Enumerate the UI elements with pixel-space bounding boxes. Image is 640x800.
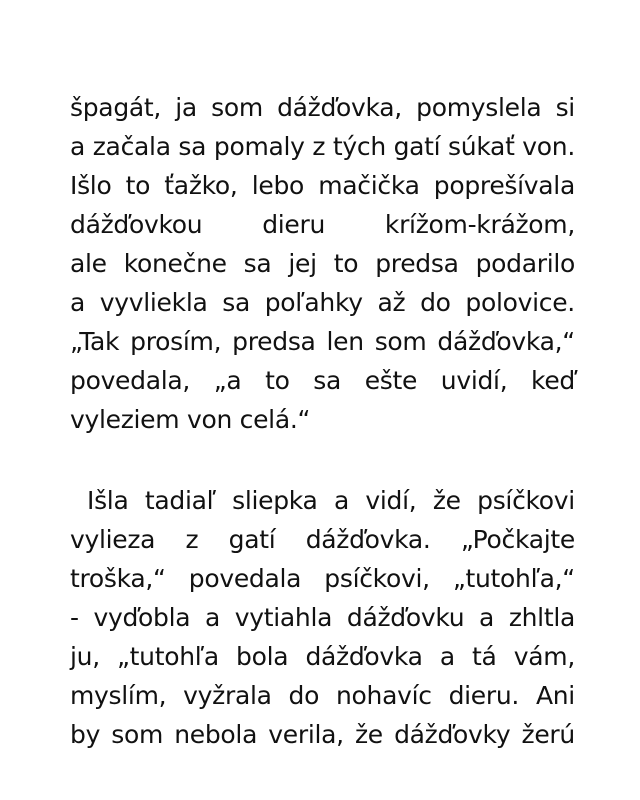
word: jej [288,249,317,278]
word: len [326,327,364,356]
word: poprešívala [433,171,575,200]
paragraph [70,481,575,754]
word: - [70,603,79,632]
word: tých [332,132,386,161]
word: „tutohľa [117,642,219,671]
word: nebola [174,720,258,749]
word: mačička [318,171,420,200]
word: predsa [232,327,316,356]
word: vyžrala [183,681,272,710]
word: troška,“ [70,564,166,593]
word: dážďovkou [70,210,203,239]
word: a [333,486,349,515]
text-line [70,127,575,166]
text-line [70,244,575,283]
word: súkať [448,132,515,161]
word: som [211,93,263,122]
text-line [70,637,575,676]
word: som [111,720,164,749]
word: gatí [393,132,441,161]
word: dážďovka [305,642,423,671]
word: podarilo [475,249,575,278]
word: verila, [268,720,344,749]
word: prosím, [130,327,222,356]
text-line [70,481,575,520]
word: vidí, [365,486,417,515]
word: a [70,132,86,161]
text-line [70,598,575,637]
text-line [70,283,575,322]
word: že [354,720,383,749]
text-line [70,676,575,715]
word: myslím, [70,681,167,710]
word: keď [531,366,575,395]
word: špagát, [70,93,162,122]
word: tadiaľ [144,486,216,515]
word: dážďovka,“ [437,327,575,356]
word: nohavíc [336,681,432,710]
word: až [377,288,406,317]
word: dážďovky [394,720,511,749]
word: to [333,249,359,278]
word: „tutohľa,“ [452,564,575,593]
word: sa [313,366,342,395]
word: z [185,525,199,554]
word: povedala [188,564,302,593]
word: som [374,327,427,356]
word: do [288,681,320,710]
word: vyďobla [93,603,191,632]
word: vytiahla [234,603,333,632]
word: sa [243,249,272,278]
text-line [70,520,575,559]
word: dážďovka, [277,93,402,122]
word: dážďovka. [305,525,431,554]
word: sliepka [232,486,318,515]
word: pomaly [213,132,305,161]
word: dážďovku [346,603,465,632]
word: žerú [521,720,575,749]
word: „Tak [70,327,120,356]
word: Išla [87,486,129,515]
word: sa [178,132,207,161]
word: sa [222,288,250,317]
word: vylieza [70,525,156,554]
word: uvidí, [440,366,508,395]
word: tá [472,642,497,671]
word: že [432,486,461,515]
word: „Počkajte [460,525,575,554]
word: Ani [535,681,575,710]
text-line [70,205,575,244]
text-line [70,559,575,598]
word: von. [522,132,575,161]
text-line [70,322,575,361]
page-text [70,88,575,754]
word: ale [70,249,107,278]
word: poľahky [264,288,363,317]
text-line [70,361,575,400]
word: dieru [262,210,326,239]
word: ťažko, [164,171,238,200]
word: predsa [375,249,459,278]
word: a [70,288,86,317]
word: pomyslela [416,93,542,122]
word: krížom-krážom, [384,210,575,239]
word: bola [236,642,289,671]
word: polovice. [465,288,575,317]
paragraph [70,88,575,439]
text-line [70,166,575,205]
word: z [312,132,326,161]
word: konečne [123,249,227,278]
text-line: vyleziem von celá.“ [70,405,311,434]
word: do [420,288,451,317]
word: ešte [364,366,418,395]
text-line [70,88,575,127]
word: to [125,171,151,200]
word: ja [175,93,197,122]
word: by [70,720,101,749]
book-page [70,88,575,754]
word: a [205,603,221,632]
text-line [70,715,575,754]
word: si [555,93,575,122]
word: ju, [70,642,100,671]
word: „a [213,366,242,395]
word: psíčkovi [477,486,575,515]
word: začala [92,132,171,161]
word: vám, [513,642,575,671]
word: dieru. [448,681,520,710]
word: to [265,366,290,395]
word: vyvliekla [99,288,208,317]
word: Išlo [70,171,112,200]
word: povedala, [70,366,191,395]
word: a [439,642,455,671]
word: psíčkovi, [324,564,430,593]
word: zhltla [508,603,575,632]
word: gatí [228,525,276,554]
word: lebo [251,171,305,200]
word: a [479,603,495,632]
